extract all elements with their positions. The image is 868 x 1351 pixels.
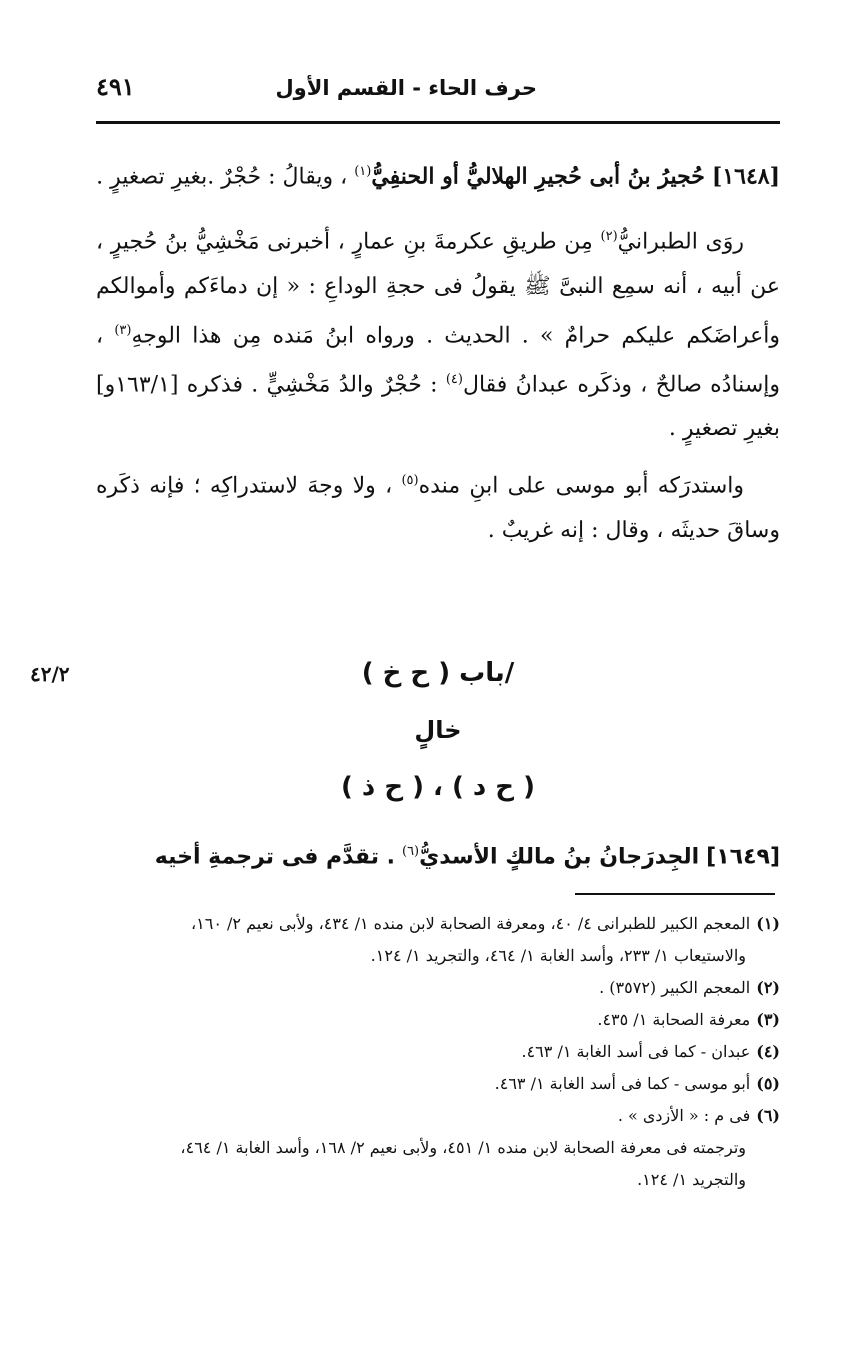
entry-paragraph [96,215,780,451]
paragraph-text: واستدرَكه أبو موسى على ابنِ منده [418,473,744,499]
footnote [88,1068,780,1100]
paragraph-text: : حُجْرٌ والدُ مَخْشِيٍّ . فذكره [١٦٣/١و] بغيرِ تصغيرٍ . [96,372,780,442]
footnote-text: عبدان - كما فى أسد الغابة ١/ ٤٦٣. [521,1042,751,1061]
footnote-text: وترجمته فى معرفة الصحابة لابن منده ١/ ٤٥١، ولأبى نعيم ٢/ ١٦٨، وأسد الغابة ١/ ٤٦٤، [180,1138,746,1157]
footnote [88,1132,780,1164]
section-heading: خالٍ [414,716,462,744]
margin-folio-note: ٤٢/٢ [30,662,70,686]
footnote-text: معرفة الصحابة ١/ ٤٣٥. [597,1010,751,1029]
footnote-number: (٢) [756,978,780,997]
footnote-text: أبو موسى - كما فى أسد الغابة ١/ ٤٦٣. [494,1074,751,1093]
entry-paragraph [96,459,780,552]
paragraph-text: روَى الطبرانيُّ [617,229,744,255]
footnote-text: المعجم الكبير (٣٥٧٢) . [599,978,751,997]
footnote [88,972,780,1004]
entry-1649 [96,832,780,877]
entry-text: . تقدَّم فى ترجمةِ أخيه [154,844,395,870]
footnote-ref: (٥) [401,473,419,489]
footnote [88,1004,780,1036]
entry-name: الجِدرَجانُ بنُ مالكٍ الأسديُّ [419,844,700,870]
page-number: ٤٩١ [96,72,135,101]
footnote-text: المعجم الكبير للطبرانى ٤/ ٤٠، ومعرفة الصحابة لابن منده ١/ ٤٣٤، ولأبى نعيم ٢/ ١٦٠، [190,914,751,933]
footnote-number: (٥) [756,1074,780,1093]
footnote-number: (٣) [756,1010,780,1029]
footnote-ref: (١) [354,164,372,179]
paragraph-text: ، وإسنادُه صالحٌ ، وذكَره عبدانُ فقال [96,322,780,398]
header-rule [96,121,780,124]
footnotes [88,908,780,1196]
entry-number: [١٦٤٩] [706,844,780,870]
footnote-rule [575,893,775,895]
footnote [88,940,780,972]
section-heading: ( ح د ) ، ( ح ذ ) [341,772,535,802]
paragraph-text: مِن طريقِ عكرمةَ بنِ عمارٍ ، أخبرنى مَخْشِيُّ بنُ حُجيرٍ ، عن أبيه ، أنه سمِع النبىَّ ﷺ يقولُ فى حجةِ الوداعِ : « إن دماءَكم وأموالكم وأعراضَكم عليكم حرامٌ » . الحديث . ورواه ابنُ مَنده مِن هذا الوجهِ [96,229,780,348]
footnote-ref: (٦) [401,844,420,859]
entry-1648-heading [96,150,780,199]
footnote-number: (٤) [756,1042,780,1061]
footnote-text: والتجريد ١/ ١٢٤. [637,1170,746,1189]
footnote-ref: (٢) [600,229,618,245]
running-title: حرف الحاء - القسم الأول [275,76,537,100]
footnote [88,1164,780,1196]
entry-text: ، ويقالُ : حُجْرٌ .بغيرِ تصغيرٍ . [96,164,348,190]
paragraph-text: ، ولا وجهَ لاستدراكِه ؛ فإنه ذكَره وساقَ حديثَه ، وقال : إنه غريبٌ . [96,473,780,543]
footnote [88,1100,780,1132]
footnote-ref: (٣) [114,322,132,338]
entry-name: حُجيرُ بنُ أبى حُجيرِ الهلاليُّ أو الحنفِيُّ [371,163,705,190]
footnote-ref: (٤) [445,371,463,387]
footnote [88,1036,780,1068]
entry-1648 [96,150,780,553]
page-header [96,70,782,110]
entry-number: [١٦٤٨] [711,163,780,190]
chapter-heading: /باب ( ح خ ) [361,658,515,688]
footnote [88,908,780,940]
footnote-text: والاستيعاب ١/ ٢٣٣، وأسد الغابة ١/ ٤٦٤، والتجريد ١/ ١٢٤. [370,946,746,965]
footnote-text: فى م : « الأزدى » . [617,1106,751,1125]
footnote-number: (٦) [756,1106,780,1125]
footnote-number: (١) [756,914,780,933]
